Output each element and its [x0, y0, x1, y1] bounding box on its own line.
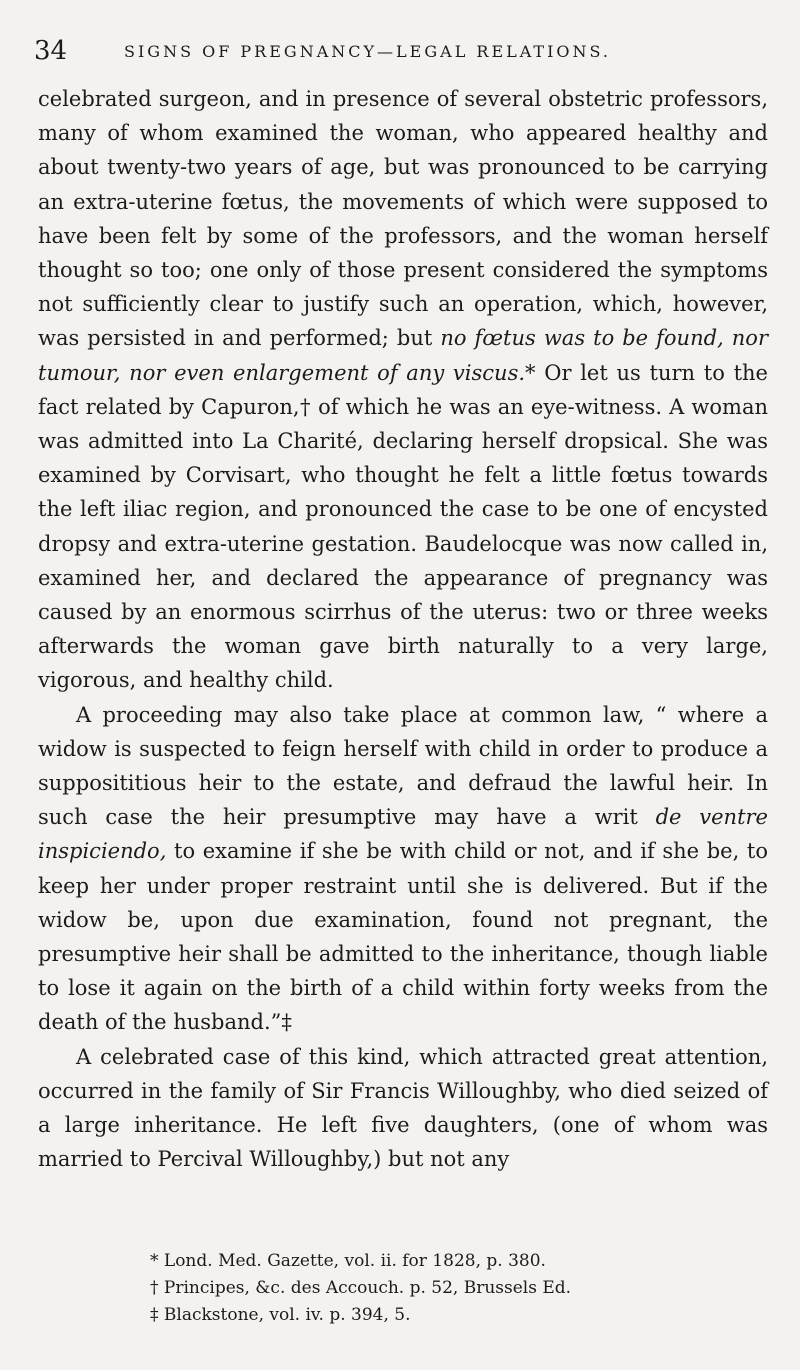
running-title: SIGNS OF PREGNANCY—LEGAL RELATIONS. — [124, 42, 612, 61]
text-run — [120, 361, 129, 385]
paragraph-3 — [38, 1040, 768, 1177]
italic-run: nor tumour, — [38, 326, 768, 385]
footnotes — [150, 1248, 730, 1329]
text-run: A celebrated case of this kind, which attracted great attention, occurred in the family of Sir Francis Willoughby, who died seized of a large inheritance. He left five daughters, (one of whom was married to Percival Willoughby,) but not any — [38, 1044, 768, 1172]
text-run: * Or let us turn to the fact related by Capuron,† of which he was an eye-witness. A woman was admitted into La Charité, declaring herself dropsical. She was examined by Corvisart, who thought he felt a little fœtus towards the left iliac region, and pronounced the case to be one of encysted dropsy and extra-uterine gestation. Baudelocque was now called in, examined her, and declared the appearance of pregnancy was caused by an enormous scirrhus of the uterus: two or three weeks afterwards the woman gave birth naturally to a very large, vigorous, and healthy child. — [38, 360, 768, 693]
paragraph-2 — [38, 698, 768, 1040]
running-header — [34, 34, 774, 70]
footnote-3: ‡ Blackstone, vol. iv. p. 394, 5. — [150, 1305, 411, 1325]
footnote-2: † Principes, &c. des Accouch. p. 52, Brussels Ed. — [150, 1278, 572, 1298]
text-run: A proceeding may also take place at common law, “ where a widow is suspected to feign herself with child in order to produce a supposititious heir to the estate, and defraud the lawful heir. In such case the heir presumptive may have a writ — [38, 702, 768, 830]
italic-run: de ventre inspiciendo, — [38, 805, 768, 864]
text-run — [724, 326, 732, 350]
text-run: to examine if she be with child or not, and if she be, to keep her under proper restraint until she is delivered. But if the widow be, upon due examination, found not pregnant, the presumptive heir shall be admitted to the inheritance, though liable to lose it again on the birth of a child within forty weeks from the death of the husband.”‡ — [38, 839, 768, 1035]
italic-run: nor even enlargement of any viscus. — [129, 360, 526, 385]
italic-run: no fœtus was to be found, — [440, 326, 724, 351]
body-text — [38, 82, 768, 1177]
paragraph-1 — [38, 82, 768, 698]
page-number: 34 — [34, 36, 68, 66]
footnote-1: * Lond. Med. Gazette, vol. ii. for 1828, p. 380. — [150, 1251, 546, 1271]
text-run: celebrated surgeon, and in presence of several obstetric professors, many of whom examined the woman, who appeared healthy and about twenty-two years of age, but was pronounced to be carrying an extra-uterine fœtus, the movements of which were supposed to have been felt by some of the professors, and the woman herself thought so too; one only of those present considered the symptoms not sufficiently clear to justify such an operation, which, however, was persisted in and performed; but — [38, 87, 768, 351]
